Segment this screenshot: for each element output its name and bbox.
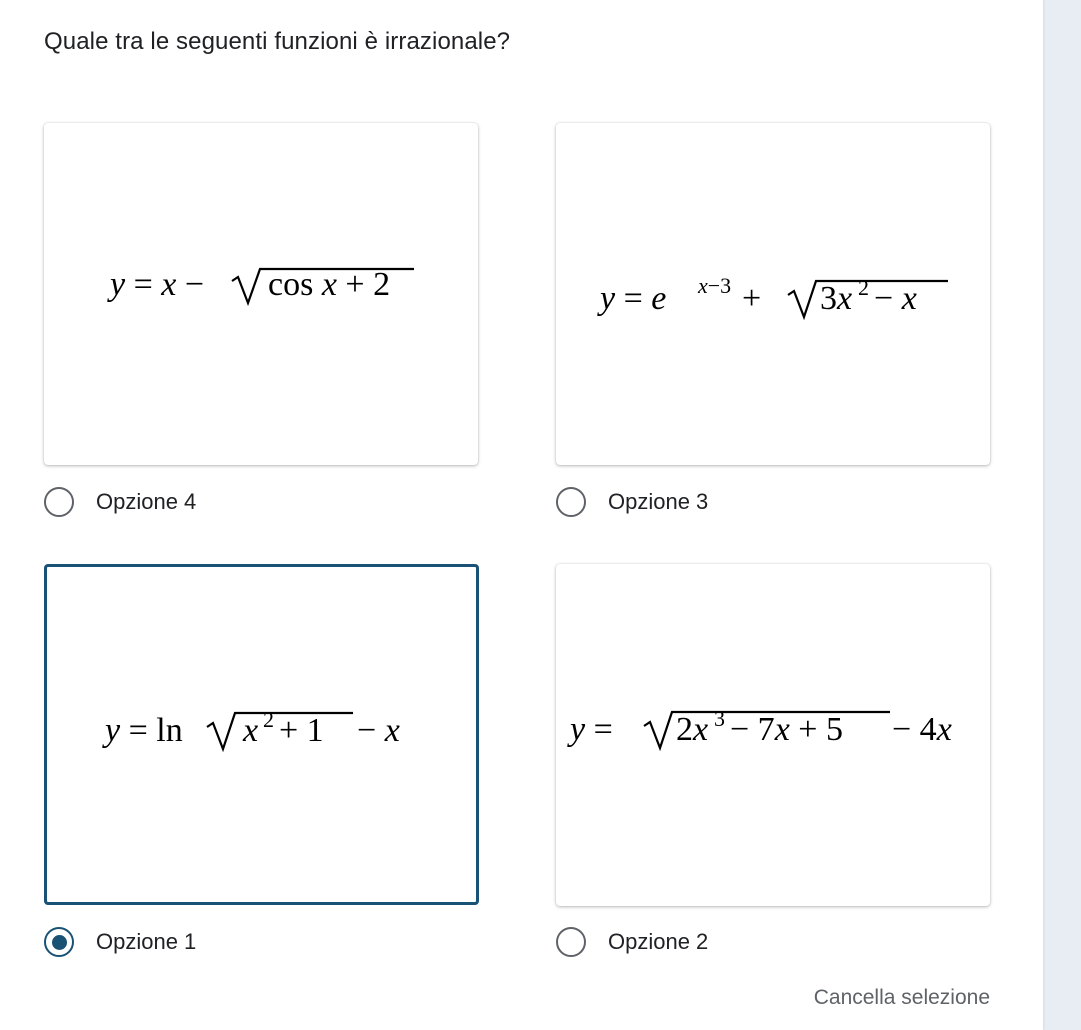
option-1-card[interactable]	[44, 564, 479, 905]
formula-tail: − x	[357, 712, 400, 749]
option-2-radio[interactable]	[556, 927, 586, 957]
question-title: Quale tra le seguenti funzioni è irrazionale?	[44, 28, 511, 55]
formula-radicand: cos x + 2	[268, 266, 391, 303]
radio-selected-dot	[52, 935, 67, 950]
formula-svg	[556, 265, 990, 335]
formula-svg	[47, 697, 476, 767]
option-4-label: Opzione 4	[96, 489, 197, 514]
formula-svg	[556, 696, 990, 766]
formula-svg	[44, 263, 478, 333]
option-1-radio-row[interactable]	[44, 927, 196, 957]
formula-radicand-sup: 3	[714, 706, 725, 731]
formula-exponent: x−3	[698, 273, 732, 298]
option-3-card[interactable]	[556, 123, 990, 465]
formula-tail: − 4x	[892, 711, 952, 748]
option-1-formula	[47, 697, 476, 767]
option-3-radio-row[interactable]	[556, 487, 708, 517]
option-4-card[interactable]	[44, 123, 478, 465]
option-2-label: Opzione 2	[608, 929, 709, 954]
formula-radicand: 3x	[820, 280, 853, 317]
option-4-radio-row[interactable]	[44, 487, 196, 517]
formula-radicand-sup: 2	[858, 275, 869, 300]
clear-selection-button[interactable]: Cancella selezione	[813, 986, 990, 1009]
option-1-label: Opzione 1	[96, 929, 197, 954]
formula-lead: y =	[570, 711, 613, 748]
formula-radicand: x	[243, 712, 259, 749]
formula-plus: +	[742, 280, 762, 317]
formula-lead: y = x −	[110, 266, 205, 303]
option-2-card[interactable]	[556, 564, 990, 906]
formula-radicand-rest: − x	[874, 280, 917, 317]
formula-lead: y = ln	[105, 712, 183, 749]
option-3-label: Opzione 3	[608, 489, 709, 514]
option-4-formula	[44, 263, 478, 333]
option-3-formula	[556, 265, 990, 335]
option-4-radio[interactable]	[44, 487, 74, 517]
option-3-radio[interactable]	[556, 487, 586, 517]
formula-radicand-sup: 2	[263, 707, 274, 732]
option-2-formula	[556, 696, 990, 766]
option-2-radio-row[interactable]	[556, 927, 708, 957]
formula-radicand-rest: − 7x + 5	[730, 711, 843, 748]
formula-lead: y = e	[600, 280, 667, 317]
formula-radicand-rest: + 1	[279, 712, 324, 749]
option-1-radio[interactable]	[44, 927, 74, 957]
formula-radicand: 2x	[676, 711, 709, 748]
